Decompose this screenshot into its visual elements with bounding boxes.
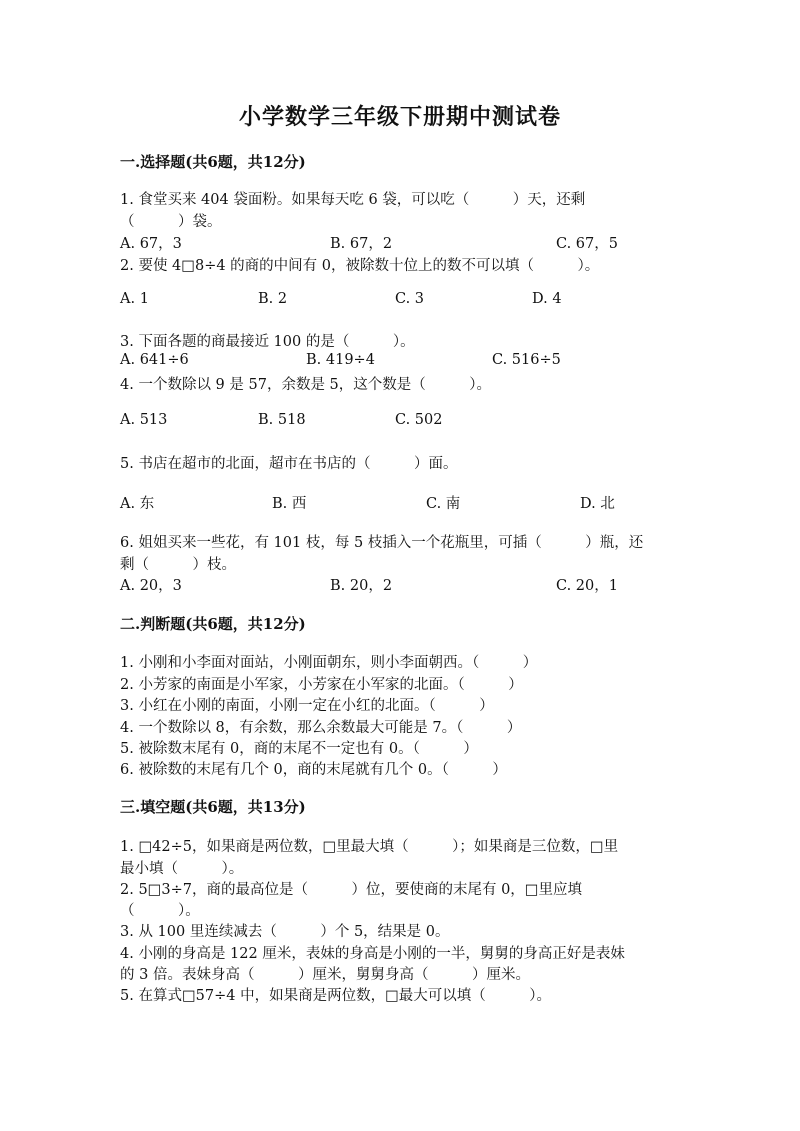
question-3-line-1: 3. 下面各题的商最接近 100 的是（ ）。 — [120, 334, 415, 350]
question-5-line-1: 5. 书店在超市的北面，超市在书店的（ ）面。 — [120, 456, 458, 472]
question-3-option-a: A. 641÷6 — [120, 352, 189, 368]
judgement-item: 5. 被除数末尾有 0，商的末尾不一定也有 0。（ ） — [120, 741, 478, 757]
question-4-option-c: C. 502 — [395, 412, 443, 428]
fill-blank-line: 5. 在算式□57÷4 中，如果商是两位数，□最大可以填（ ）。 — [120, 988, 552, 1004]
question-6-line-1: 6. 姐姐买来一些花，有 101 枝，每 5 枝插入一个花瓶里，可插（ ）瓶，还 — [120, 535, 644, 551]
question-1-line-1: 1. 食堂买来 404 袋面粉。如果每天吃 6 袋，可以吃（ ）天，还剩 — [120, 192, 586, 208]
section-heading-judgement: 二.判断题(共6题，共12分) — [120, 615, 306, 633]
question-1-option-b: B. 67，2 — [330, 236, 393, 252]
judgement-item: 3. 小红在小刚的南面，小刚一定在小红的北面。（ ） — [120, 698, 494, 714]
fill-blank-line: 4. 小刚的身高是 122 厘米，表妹的身高是小刚的一半，舅舅的身高正好是表妹 — [120, 946, 625, 962]
question-3-option-c: C. 516÷5 — [492, 352, 561, 368]
question-1-option-a: A. 67，3 — [120, 236, 182, 252]
question-5-option-a: A. 东 — [120, 496, 155, 512]
question-2-option-d: D. 4 — [532, 291, 562, 307]
judgement-item: 1. 小刚和小李面对面站，小刚面朝东，则小李面朝西。（ ） — [120, 655, 538, 671]
question-4-option-a: A. 513 — [120, 412, 168, 428]
question-1-option-c: C. 67，5 — [556, 236, 618, 252]
judgement-item: 6. 被除数的末尾有几个 0，商的末尾就有几个 0。（ ） — [120, 762, 507, 778]
question-3-option-b: B. 419÷4 — [306, 352, 375, 368]
question-6-line-2: 剩（ ）枝。 — [120, 557, 236, 573]
question-6-option-c: C. 20，1 — [556, 578, 618, 594]
fill-blank-line: （ ）。 — [120, 903, 200, 919]
section-heading-choice: 一.选择题(共6题，共12分) — [120, 153, 306, 171]
question-6-option-a: A. 20，3 — [120, 578, 182, 594]
question-2-line-1: 2. 要使 4□8÷4 的商的中间有 0，被除数十位上的数不可以填（ ）。 — [120, 258, 600, 274]
fill-blank-line: 的 3 倍。表妹身高（ ）厘米，舅舅身高（ ）厘米。 — [120, 967, 530, 983]
fill-blank-line: 1. □42÷5，如果商是两位数，□里最大填（ ）；如果商是三位数，□里 — [120, 839, 619, 855]
question-4-option-b: B. 518 — [258, 412, 306, 428]
section-heading-fill-blank: 三.填空题(共6题，共13分) — [120, 798, 306, 816]
judgement-item: 4. 一个数除以 8，有余数，那么余数最大可能是 7。（ ） — [120, 720, 522, 736]
question-5-option-b: B. 西 — [272, 496, 307, 512]
question-1-line-2: （ ）袋。 — [120, 214, 222, 230]
question-6-option-b: B. 20，2 — [330, 578, 393, 594]
page-title: 小学数学三年级下册期中测试卷 — [238, 104, 561, 130]
fill-blank-line: 2. 5□3÷7，商的最高位是（ ）位，要使商的末尾有 0，□里应填 — [120, 882, 583, 898]
question-5-option-d: D. 北 — [580, 496, 615, 512]
question-4-line-1: 4. 一个数除以 9 是 57，余数是 5，这个数是（ ）。 — [120, 377, 492, 393]
question-5-option-c: C. 南 — [426, 496, 461, 512]
fill-blank-line: 3. 从 100 里连续减去（ ）个 5，结果是 0。 — [120, 924, 450, 940]
question-2-option-a: A. 1 — [120, 291, 149, 307]
question-2-option-c: C. 3 — [395, 291, 425, 307]
judgement-item: 2. 小芳家的南面是小军家，小芳家在小军家的北面。（ ） — [120, 677, 523, 693]
question-2-option-b: B. 2 — [258, 291, 288, 307]
fill-blank-line: 最小填（ ）。 — [120, 861, 244, 877]
